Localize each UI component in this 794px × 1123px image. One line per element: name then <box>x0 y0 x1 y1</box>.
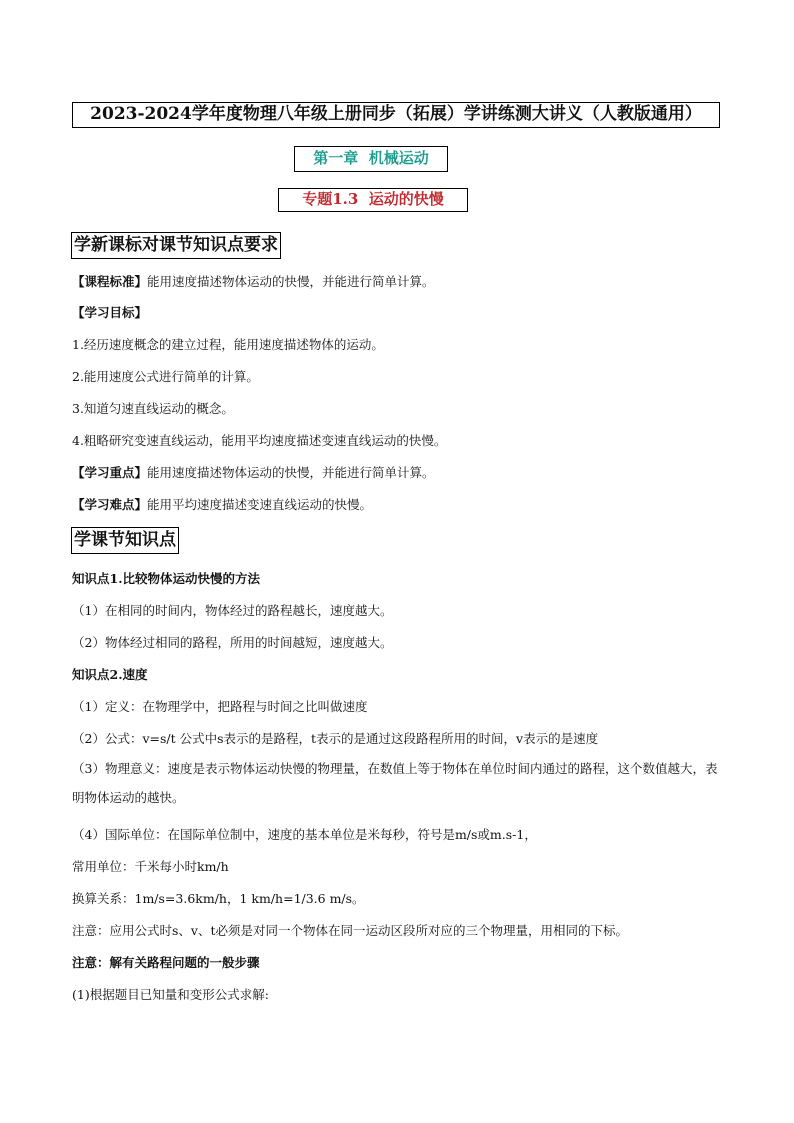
chapter-title: 第一章 机械运动 <box>294 146 448 172</box>
topic-title: 专题1.3 运动的快慢 <box>278 188 468 212</box>
key-point-line <box>72 463 435 481</box>
learning-goal-item: 2.能用速度公式进行简单的计算。 <box>72 369 259 384</box>
knowledge-point-1-title: 知识点1.比较物体运动快慢的方法 <box>72 571 261 586</box>
document-title: 2023-2024学年度物理八年级上册同步（拓展）学讲练测大讲义（人教版通用） <box>72 102 720 128</box>
learning-goal-item: 4.粗略研究变速直线运动，能用平均速度描述变速直线运动的快慢。 <box>72 433 447 448</box>
note-item: (1)根据题目已知量和变形公式求解: <box>72 987 269 1002</box>
section-heading-requirements: 学新课标对课节知识点要求 <box>71 232 281 259</box>
difficulty-tag: 【学习难点】 <box>72 497 148 512</box>
knowledge-point-item: （1）定义：在物理学中，把路程与时间之比叫做速度 <box>72 699 368 714</box>
knowledge-point-item: （4）国际单位：在国际单位制中，速度的基本单位是米每秒，符号是m/s或m.s-1， <box>72 827 537 842</box>
knowledge-point-2-title: 知识点2.速度 <box>72 667 148 682</box>
difficulty-line <box>72 495 372 513</box>
knowledge-point-item: 注意：应用公式时s、v、t必须是对同一个物体在同一运动区段所对应的三个物理量，用相同的下标。 <box>72 923 629 938</box>
key-point-text: 能用速度描述物体运动的快慢，并能进行简单计算。 <box>147 465 435 480</box>
knowledge-point-item: （1）在相同的时间内，物体经过的路程越长，速度越大。 <box>72 603 393 618</box>
difficulty-text: 能用平均速度描述变速直线运动的快慢。 <box>147 497 373 512</box>
course-standard-tag: 【课程标准】 <box>72 274 148 289</box>
section-heading-knowledge: 学课节知识点 <box>71 527 179 554</box>
knowledge-point-item: 常用单位：千米每小时km/h <box>72 859 229 874</box>
knowledge-point-item: 换算关系：1m/s=3.6km/h，1 km/h=1/3.6 m/s。 <box>72 891 365 906</box>
note-title: 注意：解有关路程问题的一般步骤 <box>72 955 260 970</box>
course-standard-line <box>72 272 435 290</box>
learning-goals-tag: 【学习目标】 <box>72 305 148 320</box>
learning-goal-item: 1.经历速度概念的建立过程，能用速度描述物体的运动。 <box>72 337 384 352</box>
knowledge-point-item: （2）物体经过相同的路程，所用的时间越短，速度越大。 <box>72 635 393 650</box>
knowledge-point-item: （3）物理意义：速度是表示物体运动快慢的物理量，在数值上等于物体在单位时间内通过的路程，这个数值越大，表明物体运动的越快。 <box>72 761 718 805</box>
key-point-tag: 【学习重点】 <box>72 465 148 480</box>
course-standard-text: 能用速度描述物体运动的快慢，并能进行简单计算。 <box>147 274 435 289</box>
knowledge-point-item: （2）公式：v=s/t 公式中s表示的是路程，t表示的是通过这段路程所用的时间，v表示的是速度 <box>72 731 599 746</box>
learning-goal-item: 3.知道匀速直线运动的概念。 <box>72 401 234 416</box>
